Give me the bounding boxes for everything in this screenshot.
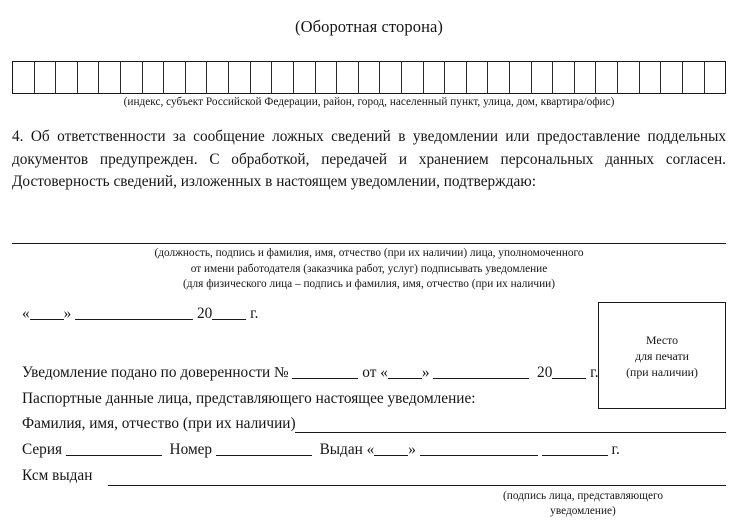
address-grid-cell[interactable] — [553, 62, 575, 93]
address-grid-cell[interactable] — [78, 62, 100, 93]
issued-year-field[interactable] — [542, 441, 608, 456]
address-grid-cell[interactable] — [251, 62, 273, 93]
issued-year-suffix: г. — [611, 441, 620, 458]
series-label: Серия — [22, 441, 63, 458]
issued-quote-close: » — [408, 441, 416, 458]
issued-quote-open: « — [366, 441, 375, 458]
address-grid-cell[interactable] — [488, 62, 510, 93]
proxy-year-prefix: 20 — [537, 364, 553, 381]
signer-caption-block — [440, 489, 726, 519]
proxy-quote-close: » — [421, 364, 430, 381]
seal-line-2: для печати — [635, 348, 689, 363]
proxy-number-field[interactable] — [292, 364, 358, 379]
address-grid-cell[interactable] — [467, 62, 489, 93]
address-grid-cell[interactable] — [445, 62, 467, 93]
clause-4-paragraph: 4. Об ответственности за сообщение ложных сведений в уведомлении или предоставление поддельных документов предупрежден. С обработкой, передачей и хранением персональных данных согласен. Достоверность сведений, изложенных в настоящем уведомлении, подтверждаю: — [12, 128, 726, 190]
address-grid-caption: (индекс, субъект Российской Федерации, район, город, населенный пункт, улица, дом, квартира/офис) — [123, 96, 615, 108]
address-grid-cell[interactable] — [294, 62, 316, 93]
address-grid-cell[interactable] — [207, 62, 229, 93]
ksm-issued-label: Ксм выдан — [22, 467, 93, 484]
date-line — [22, 305, 258, 323]
address-grid-cell[interactable] — [532, 62, 554, 93]
number-field[interactable] — [216, 441, 312, 456]
address-grid-cell[interactable] — [705, 62, 726, 93]
address-grid-cell[interactable] — [380, 62, 402, 93]
date-year-suffix: г. — [250, 305, 259, 322]
proxy-ot-label: от — [362, 364, 377, 381]
signature-caption-line-2: от имени работодателя (заказчика работ, услуг) подписывать уведомление — [190, 262, 548, 275]
address-grid-cell[interactable] — [143, 62, 165, 93]
address-grid-cell[interactable] — [640, 62, 662, 93]
number-label: Номер — [169, 441, 213, 458]
address-grid-cell[interactable] — [402, 62, 424, 93]
proxy-year-suffix: г. — [590, 364, 599, 381]
address-grid-cell[interactable] — [121, 62, 143, 93]
signer-caption-line-1: (подпись лица, представляющего — [503, 490, 663, 502]
address-grid-cell[interactable] — [35, 62, 57, 93]
proxy-label: Уведомление подано по доверенности № — [22, 364, 289, 381]
address-grid-cell[interactable] — [596, 62, 618, 93]
address-grid-cell[interactable] — [575, 62, 597, 93]
issued-month-field[interactable] — [420, 441, 538, 456]
passport-series-line — [22, 441, 620, 459]
address-grid-cell[interactable] — [510, 62, 532, 93]
fio-input-rule[interactable] — [295, 432, 726, 433]
proxy-month-field[interactable] — [433, 364, 529, 379]
series-field[interactable] — [66, 441, 162, 456]
date-year-prefix: 20 — [196, 305, 213, 322]
signer-caption-line-2: уведомление) — [550, 505, 616, 517]
address-grid-cell[interactable] — [683, 62, 705, 93]
address-grid-cell[interactable] — [661, 62, 683, 93]
fio-label: Фамилия, имя, отчество (при их наличии) — [22, 415, 296, 432]
seal-line-3: (при наличии) — [626, 364, 698, 379]
proxy-day-field[interactable] — [388, 364, 422, 379]
address-grid-cell[interactable] — [337, 62, 359, 93]
passport-section-heading: Паспортные данные лица, представляющего настоящее уведомление: — [22, 390, 476, 407]
address-grid-cell[interactable] — [164, 62, 186, 93]
proxy-line — [22, 364, 599, 382]
address-grid-cell[interactable] — [13, 62, 35, 93]
date-quote-open: « — [22, 305, 30, 322]
issued-label: Выдан — [319, 441, 363, 458]
seal-line-1: Место — [646, 332, 678, 347]
date-quote-close: » — [63, 305, 72, 322]
issued-day-field[interactable] — [374, 441, 408, 456]
address-grid-cell[interactable] — [229, 62, 251, 93]
date-day-field[interactable] — [30, 305, 64, 320]
address-cell-grid[interactable] — [12, 61, 726, 94]
signature-caption-line-1: (должность, подпись и фамилия, имя, отчество (при их наличии) лица, уполномоченного — [154, 247, 584, 259]
address-grid-cell[interactable] — [618, 62, 640, 93]
address-grid-cell[interactable] — [99, 62, 121, 93]
address-grid-cell[interactable] — [424, 62, 446, 93]
seal-placeholder-box — [598, 302, 726, 409]
signature-caption-block — [0, 246, 738, 293]
page-title: (Оборотная сторона) — [294, 17, 444, 36]
date-month-field[interactable] — [75, 305, 193, 320]
address-grid-cell[interactable] — [359, 62, 381, 93]
address-grid-cell[interactable] — [272, 62, 294, 93]
ksm-input-rule[interactable] — [108, 485, 726, 486]
proxy-year-field[interactable] — [552, 364, 586, 379]
address-grid-cell[interactable] — [316, 62, 338, 93]
proxy-quote-open: « — [380, 364, 388, 381]
signature-rule[interactable] — [12, 243, 726, 244]
address-grid-cell[interactable] — [186, 62, 208, 93]
date-year-field[interactable] — [212, 305, 246, 320]
address-grid-cell[interactable] — [56, 62, 78, 93]
signature-caption-line-3: (для физического лица – подпись и фамилия, имя, отчество (при их наличии) — [183, 278, 555, 290]
